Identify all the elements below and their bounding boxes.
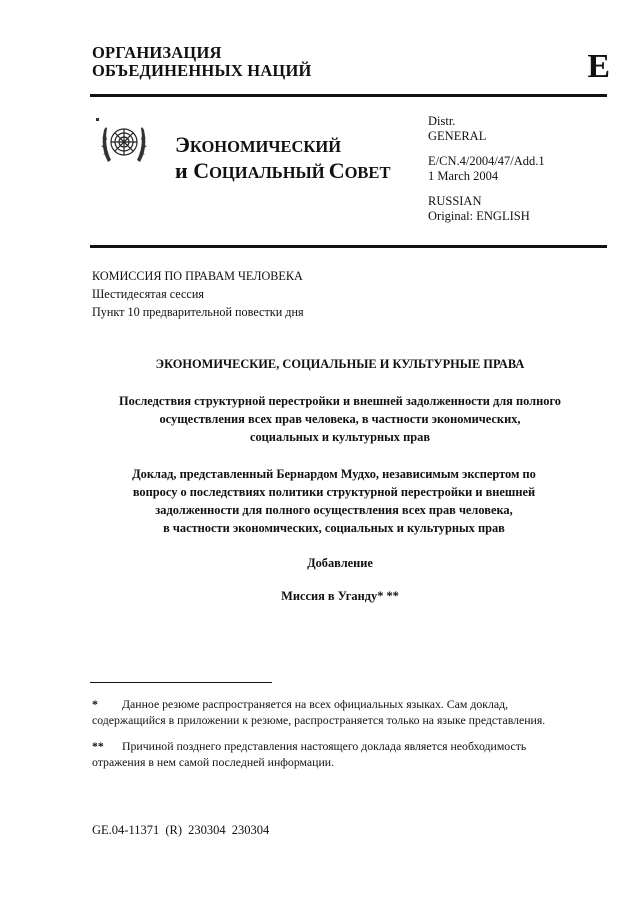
report-line: в частности экономических, социальных и культурных прав bbox=[163, 521, 505, 535]
footnote-text: отражения в нем самой последней информации. bbox=[92, 755, 335, 769]
council-initial: С bbox=[328, 158, 345, 183]
subtitle-line: осуществления всех прав человека, в частности экономических, bbox=[159, 412, 521, 426]
distr-label: Distr. bbox=[428, 114, 456, 128]
footnote-text: Данное резюме распространяется на всех официальных языках. Сам доклад, bbox=[122, 697, 509, 711]
council-name-line2 bbox=[175, 159, 390, 185]
document-date: 1 March 2004 bbox=[428, 169, 499, 183]
subtitle-line: Последствия структурной перестройки и внешней задолженности для полного bbox=[119, 394, 561, 408]
council-text: ОЦИАЛЬНЫЙ bbox=[209, 163, 329, 182]
footnote-2 bbox=[92, 738, 602, 770]
session: Шестидесятая сессия bbox=[92, 287, 204, 301]
job-number-footer: GE.04-11371 (R) 230304 230304 bbox=[92, 823, 270, 837]
distribution-block bbox=[428, 114, 545, 224]
header-rule-bottom bbox=[90, 245, 607, 248]
footnote-text: Причиной позднего представления настоящего доклада является необходимость bbox=[122, 739, 527, 753]
commission-name: КОМИССИЯ ПО ПРАВАМ ЧЕЛОВЕКА bbox=[92, 269, 303, 283]
council-name-line1 bbox=[175, 133, 390, 159]
report-line: Доклад, представленный Бернардом Мудхо, независимым экспертом по bbox=[132, 467, 536, 481]
subtitle-line: социальных и культурных прав bbox=[249, 430, 431, 444]
footnote-mark: ** bbox=[92, 739, 104, 753]
council-initial: Э bbox=[175, 132, 190, 157]
footnote-mark: * bbox=[92, 697, 98, 711]
report-line: вопросу о последствиях политики структурной перестройки и внешней bbox=[132, 485, 536, 499]
council-name bbox=[175, 133, 390, 185]
organization-name-line2: ОБЪЕДИНЕННЫХ НАЦИЙ bbox=[92, 61, 312, 80]
header-rule-top bbox=[90, 94, 607, 97]
language-code: E bbox=[587, 48, 610, 85]
footnote-separator bbox=[90, 682, 272, 683]
footnote-1 bbox=[92, 696, 602, 728]
original-language: Original: ENGLISH bbox=[428, 209, 530, 223]
document-title: ЭКОНОМИЧЕСКИЕ, СОЦИАЛЬНЫЕ И КУЛЬТУРНЫЕ ПРАВА bbox=[155, 357, 525, 371]
organization-name-line1: ОРГАНИЗАЦИЯ bbox=[92, 43, 222, 62]
council-initial: С bbox=[193, 158, 210, 183]
un-emblem-icon bbox=[94, 116, 154, 172]
mission-title: Миссия в Уганду* ** bbox=[281, 589, 399, 603]
council-text: ОВЕТ bbox=[344, 163, 391, 182]
document-language: RUSSIAN bbox=[428, 194, 482, 208]
document-symbol: E/CN.4/2004/47/Add.1 bbox=[428, 154, 545, 168]
council-text: и bbox=[175, 158, 194, 183]
organization-name bbox=[92, 44, 312, 80]
report-line: задолженности для полного осуществления всех прав человека, bbox=[155, 503, 513, 517]
council-text: КОНОМИЧЕСКИЙ bbox=[189, 137, 342, 156]
addendum-label: Добавление bbox=[307, 556, 373, 570]
report-description bbox=[84, 465, 584, 537]
footnote-text: содержащийся в приложении к резюме, распространяется только на языке представления. bbox=[92, 713, 546, 727]
agenda-item: Пункт 10 предварительной повестки дня bbox=[92, 305, 304, 319]
commission-block bbox=[92, 267, 304, 321]
document-subtitle bbox=[90, 392, 590, 446]
distr-value: GENERAL bbox=[428, 129, 487, 143]
